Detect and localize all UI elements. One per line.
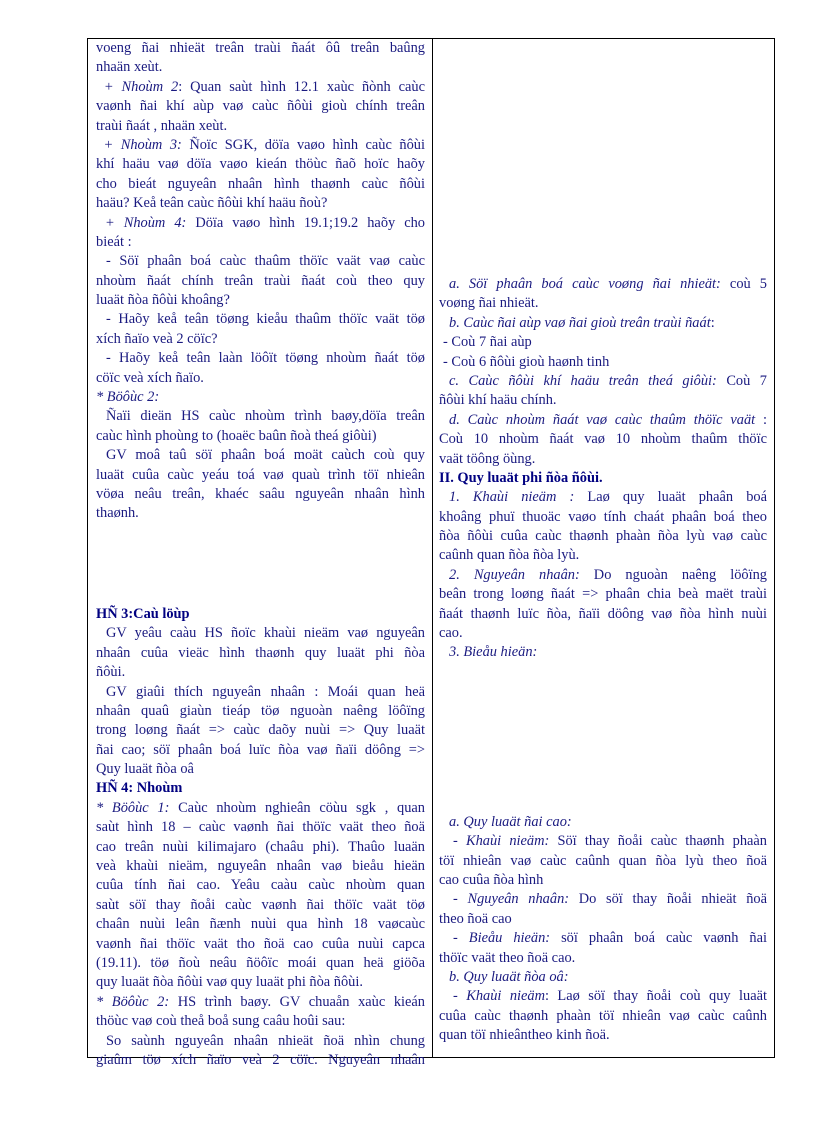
text-line: cuûa caùc thaønh phaàn töï nhieân vaø caùc caûnh bbox=[439, 1007, 767, 1024]
activity-4-title: HÑ 4: Nhoùm bbox=[96, 780, 183, 797]
altitude-manifest-line bbox=[439, 929, 767, 948]
activity-3-title: HÑ 3:Caù löùp bbox=[96, 605, 190, 622]
text-span: : Quan saùt hình 12.1 xaùc ñònh caùc bbox=[178, 78, 425, 95]
text-line: ñôùi khí haäu chính. bbox=[439, 392, 557, 409]
section-a-label: a. Söï phaân boá caùc voøng ñai nhieät: bbox=[449, 276, 721, 292]
text-span: - bbox=[453, 930, 469, 947]
text-line: cuûa tính ñai cao. Yeâu caàu caùc nhoùm quan bbox=[96, 877, 425, 894]
section-a-line bbox=[439, 275, 767, 294]
text-line: chaân nuùi leân ñænh nuùi qua hình 18 vaøcaùc bbox=[96, 916, 425, 933]
text-line: thaønh. bbox=[96, 505, 139, 522]
text-line: GV yeâu caàu HS ñoïc khaùi nieäm vaø nguyeân bbox=[106, 625, 425, 642]
cause-line bbox=[439, 566, 767, 585]
text-line: saùt hình 18 – caùc vaønh ñai thöïc vaät theo ñoä bbox=[96, 819, 425, 836]
text-line: caùc hình phoùng to (hoaëc baûn ñoà theá giôùi) bbox=[96, 427, 377, 444]
altitude-cause-label: Nguyeân nhaân: bbox=[467, 891, 570, 908]
text-span: : bbox=[755, 411, 767, 428]
text-line: ñòa ñôùi cuûa caùc thaønh phaàn ñòa lyù vaø caùc bbox=[439, 528, 767, 545]
text-line: - Haõy keå teân töøng kieåu thaûm thöïc vaät töø bbox=[106, 311, 425, 328]
text-span: Döïa vaøo hình 19.1;19.2 haõy cho bbox=[186, 214, 425, 231]
section-b-label: b. Caùc ñai aùp vaø ñai gioù treân traùi ñaát bbox=[449, 314, 711, 331]
text-span: Ñoïc SGK, döïa vaøo hình caùc ñôùi bbox=[181, 136, 425, 153]
longitude-concept-label: Khaùi nieäm bbox=[466, 988, 545, 1005]
text-span: Do nguoàn naêng löôïng bbox=[579, 566, 767, 583]
text-line: Quy luaät ñòa oâ bbox=[96, 761, 194, 778]
text-line: luaät ñòa ñôùi khoâng? bbox=[96, 292, 230, 309]
text-line: vaønh ñai thöïc vaät tho ñoä cao cuûa nuùi capca bbox=[96, 935, 425, 952]
step-1-line bbox=[96, 799, 425, 818]
text-line: GV giaûi thích nguyeân nhaân : Moái quan heä bbox=[106, 683, 425, 700]
text-line: haäu? Keå teân caùc ñôùi khí haäu ñoù? bbox=[96, 195, 328, 212]
text-line: saùt söï thay ñoåi caùc vaønh ñai thöïc vaät töø bbox=[96, 896, 425, 913]
text-span: Coù 7 bbox=[716, 372, 767, 389]
group-2-line bbox=[96, 78, 425, 97]
text-line: So saùnh nguyeân nhaân nhieät ñoä nhìn chung bbox=[106, 1032, 425, 1049]
text-span: : Laø söï thay ñoåi coù quy luaät bbox=[545, 988, 767, 1005]
text-line: voeng ñai nhieät treân traùi ñaát ôû treân baûng bbox=[96, 40, 425, 56]
text-line: - Haõy keå teân laàn löôït töøng nhoùm ñaát töø bbox=[106, 350, 425, 367]
step-2b-line bbox=[96, 993, 425, 1012]
text-line: vaønh ñai khí aùp vaø caùc ñôùi gioù chính treân bbox=[96, 98, 425, 115]
section-2-title: II. Quy luaät phi ñòa ñôùi. bbox=[439, 469, 603, 486]
text-span: Laø quy luaät phaân boá bbox=[574, 489, 767, 506]
group-3-label: + Nhoùm 3: bbox=[103, 136, 182, 153]
text-line: töï nhieân vaø caùc caûnh quan ñòa lyù theo ñoä bbox=[439, 852, 767, 869]
concept-label: 1. Khaùi nieäm : bbox=[449, 489, 575, 506]
text-span: Do söï thay ñoåi nhieät ñoä bbox=[569, 891, 767, 908]
text-line: khoâng phuï thuoäc vaøo tính chaát phaân boá theo bbox=[439, 508, 767, 525]
altitude-law-label: a. Quy luaät ñai cao: bbox=[449, 813, 572, 830]
text-line: - Coù 6 ñôùi gioù haønh tinh bbox=[443, 353, 610, 370]
text-span: - bbox=[453, 891, 468, 908]
text-line: - Coù 7 ñai aùp bbox=[443, 334, 532, 351]
cause-label: 2. Nguyeân nhaân: bbox=[449, 566, 580, 583]
text-line: ñôùi. bbox=[96, 664, 126, 681]
manifestation-label: 3. Bieåu hieän: bbox=[449, 644, 538, 661]
text-span: Söï thay ñoåi caùc thaønh phaàn bbox=[549, 833, 767, 850]
group-4-label: + Nhoùm 4: bbox=[105, 214, 187, 231]
text-line: ñaát thaønh luïc ñòa, ñaïi döông vaø ñòa hình nuùi bbox=[439, 605, 767, 622]
text-line: veà khaùi nieäm, nguyeân nhaân vaø bieåu hieän bbox=[96, 858, 425, 875]
section-d-label: d. Caùc nhoùm ñaát vaø caùc thaûm thöïc vaät bbox=[449, 411, 756, 428]
longitude-concept-line bbox=[439, 987, 767, 1006]
altitude-manifest-label: Bieåu hieän: bbox=[468, 930, 551, 947]
lesson-table bbox=[87, 38, 775, 1068]
text-line: - Söï phaân boá caùc thaûm thöïc vaät vaø caùc bbox=[106, 253, 425, 270]
step-2b-label: * Böôùc 2: bbox=[96, 993, 170, 1010]
text-line: cao cuûa ñòa hình bbox=[439, 871, 544, 888]
longitude-law-label: b. Quy luaät ñòa oâ: bbox=[449, 968, 569, 985]
text-line: vöøa neâu treân, khaéc saâu nguyeân nhaân hình bbox=[96, 485, 425, 502]
text-line: quan töï nhieântheo kinh ñoä. bbox=[439, 1027, 610, 1044]
text-line: nhaân quaû giaùn tieáp töø nguoàn naêng löôïng bbox=[96, 702, 425, 719]
text-span: - bbox=[453, 988, 467, 1005]
text-line: (19.11). töø ñoù neâu ñöôïc moái quan heä giöõa bbox=[96, 954, 425, 971]
text-line: nhaân cuûa vieäc hình thaønh quy luaät phi ñòa bbox=[96, 644, 425, 661]
text-line: khí haäu vaø döïa vaøo kieán thöùc ñaõ hoïc haõy bbox=[96, 156, 425, 173]
altitude-cause-line bbox=[439, 890, 767, 909]
step-2-label: * Böôùc 2: bbox=[96, 389, 160, 406]
altitude-concept-label: Khaùi nieäm: bbox=[465, 833, 550, 850]
text-line: quy luaät ñòa ñôùi vaø quy luaät phi ñòa ñôùi. bbox=[96, 974, 363, 991]
text-line: voøng ñai nhieät. bbox=[439, 295, 539, 312]
text-line: beân trong loøng ñaát => phaân chia beà maët traùi bbox=[439, 586, 767, 603]
text-line: giaûm töø xích ñaïo veà 2 cöïc. Nguyeân nhaân bbox=[96, 1051, 425, 1068]
text-line: xích ñaïo veà 2 cöïc? bbox=[96, 330, 218, 347]
text-line: thöïc vaät theo ñoä cao. bbox=[439, 949, 576, 966]
text-line: nhaän xeùt. bbox=[96, 59, 163, 76]
text-line: trong loøng ñaát => caùc daõy nuùi => Quy luaät bbox=[96, 722, 425, 739]
text-line: bieát : bbox=[96, 233, 132, 250]
group-2-label: + Nhoùm 2 bbox=[103, 78, 179, 95]
content-column bbox=[433, 39, 775, 1046]
text-line: caûnh quan ñòa ñòa lyù. bbox=[439, 547, 580, 564]
text-span: HS trình baøy. GV chuaån xaùc kieán bbox=[169, 993, 425, 1010]
group-3-line bbox=[96, 136, 425, 155]
text-line: ñai cao; söï phaân boá luïc ñòa vaø ñaïi döông => bbox=[96, 741, 425, 758]
teacher-activities-column bbox=[88, 39, 432, 1070]
section-c-label: c. Caùc ñôùi khí haäu treân theá giôùi: bbox=[449, 372, 717, 389]
step-1-label: * Böôùc 1: bbox=[96, 799, 170, 816]
group-4-line bbox=[96, 214, 425, 233]
text-span: coù 5 bbox=[720, 276, 767, 292]
text-line: GV moâ taû söï phaân boá moät caùch coù quy bbox=[106, 447, 425, 464]
text-line: nhoùm ñaát chính treân traùi ñaát coù theo quy bbox=[96, 272, 425, 289]
section-b-line: b. Caùc ñai aùp vaø ñai gioù treân traùi ñaát: bbox=[449, 314, 715, 331]
text-span: söï phaân boá caùc vaønh ñai bbox=[550, 930, 767, 947]
text-line: luaät cuûa caùc yeáu toá vaø quaù trình töï nhieân bbox=[96, 466, 425, 483]
text-span: Caùc nhoùm nghieân cöùu sgk , quan bbox=[169, 799, 425, 816]
text-line: Ñaïi dieän HS caùc nhoùm trình baøy,döïa treân bbox=[106, 408, 425, 425]
text-line: traùi ñaát , nhaän xeùt. bbox=[96, 117, 228, 134]
text-line: vaät töông öùng. bbox=[439, 450, 536, 467]
text-line: cao. bbox=[439, 625, 463, 642]
text-line: cöïc veà xích ñaïo. bbox=[96, 369, 204, 386]
text-span: - bbox=[453, 833, 466, 850]
text-line: cao treân nuùi kilimajaro (chaâu phi). Thaûo luaän bbox=[96, 838, 425, 855]
section-d-line bbox=[439, 411, 767, 430]
text-line: cho bieát nguyeân nhaân hình thaønh caùc ñôùi bbox=[96, 175, 425, 192]
text-line: Coù 10 nhoùm ñaát vaø 10 nhoùm thaûm thöïc bbox=[439, 431, 767, 448]
altitude-concept-line bbox=[439, 832, 767, 851]
concept-line bbox=[439, 488, 767, 507]
text-line: thöùc vaø coù theå boå sung caâu hoûi sau: bbox=[96, 1013, 346, 1030]
text-line: theo ñoä cao bbox=[439, 910, 512, 927]
section-c-line bbox=[439, 372, 767, 391]
